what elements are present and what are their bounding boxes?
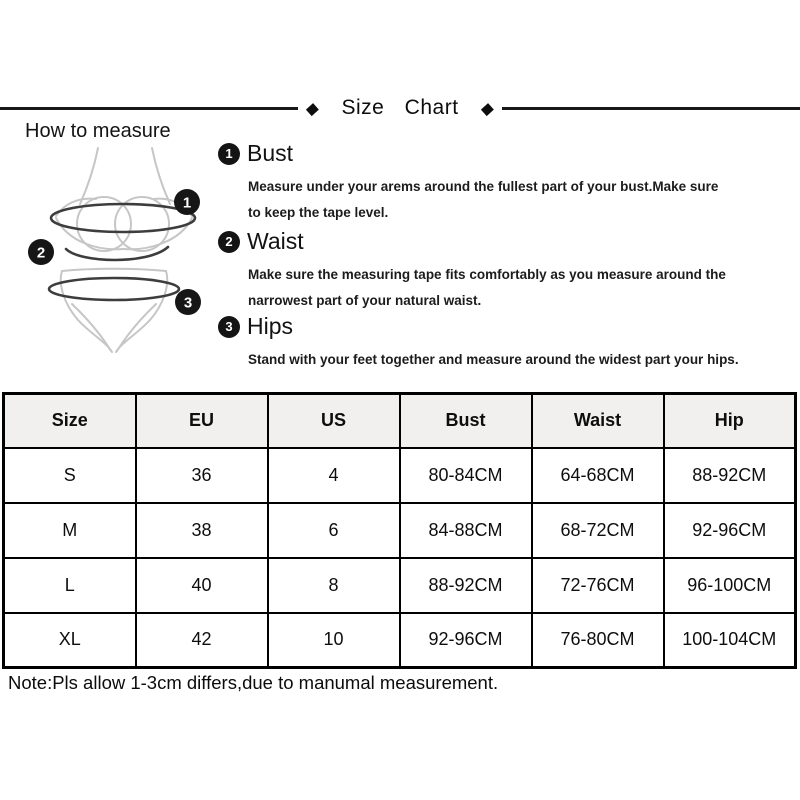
- title-rule-right: [502, 107, 800, 110]
- how-to-measure-title: How to measure: [25, 120, 171, 142]
- svg-text:2: 2: [36, 244, 46, 262]
- cell-bust: 92-96CM: [400, 613, 532, 668]
- table-row-s: [4, 448, 796, 503]
- cell-waist: 68-72CM: [532, 503, 664, 558]
- cell-bust: 80-84CM: [400, 448, 532, 503]
- cell-us: 6: [268, 503, 400, 558]
- figure-marker-1: [174, 189, 200, 215]
- size-table: [2, 392, 797, 669]
- cell-waist: 64-68CM: [532, 448, 664, 503]
- cell-us: 10: [268, 613, 400, 668]
- hip-tape-line: [49, 278, 179, 300]
- column-header-eu: EU: [136, 394, 268, 448]
- column-header-bust: Bust: [400, 394, 532, 448]
- cell-us: 8: [268, 558, 400, 613]
- cell-size: XL: [4, 613, 136, 668]
- section-bust: [218, 140, 800, 226]
- cell-eu: 36: [136, 448, 268, 503]
- cell-size: M: [4, 503, 136, 558]
- diamond-icon: ◆: [479, 98, 495, 118]
- svg-text:1: 1: [182, 194, 192, 212]
- table-row-m: [4, 503, 796, 558]
- cell-eu: 40: [136, 558, 268, 613]
- description-line: Stand with your feet together and measure around the widest part your hips.: [248, 352, 739, 367]
- page-title: Size Chart: [341, 96, 459, 119]
- title-row: [0, 96, 800, 120]
- section-hips: [218, 313, 800, 373]
- table-row-xl: [4, 613, 796, 668]
- number-3-badge-icon: 3: [218, 316, 240, 338]
- cell-size: L: [4, 558, 136, 613]
- figure-marker-3: [175, 289, 201, 315]
- table-row-l: [4, 558, 796, 613]
- section-waist-title: Waist: [247, 228, 304, 254]
- cell-eu: 38: [136, 503, 268, 558]
- table-header-row: [4, 394, 796, 448]
- cell-eu: 42: [136, 613, 268, 668]
- cell-hip: 92-96CM: [664, 503, 796, 558]
- description-line: narrowest part of your natural waist.: [248, 293, 482, 308]
- cell-waist: 76-80CM: [532, 613, 664, 668]
- column-header-hip: Hip: [664, 394, 796, 448]
- measurement-figure-illustration: [20, 142, 228, 370]
- section-bust-title: Bust: [247, 140, 294, 166]
- cell-us: 4: [268, 448, 400, 503]
- number-2-badge-icon: 2: [218, 231, 240, 253]
- description-line: Measure under your arems around the fullest part of your bust.Make sure: [248, 179, 719, 194]
- diamond-icon: ◆: [305, 98, 321, 118]
- bikini-top-sketch: [56, 148, 192, 251]
- section-bust-description: [248, 174, 800, 226]
- measurement-note: Note:Pls allow 1-3cm differs,due to manumal measurement.: [8, 672, 499, 693]
- figure-marker-2: [28, 239, 54, 265]
- cell-bust: 88-92CM: [400, 558, 532, 613]
- cell-hip: 96-100CM: [664, 558, 796, 613]
- column-header-us: US: [268, 394, 400, 448]
- column-header-waist: Waist: [532, 394, 664, 448]
- cell-size: S: [4, 448, 136, 503]
- bust-tape-line: [51, 204, 195, 232]
- cell-bust: 84-88CM: [400, 503, 532, 558]
- section-waist: [218, 228, 800, 314]
- description-line: Make sure the measuring tape fits comfortably as you measure around the: [248, 267, 726, 282]
- cell-hip: 88-92CM: [664, 448, 796, 503]
- description-line: to keep the tape level.: [248, 205, 389, 220]
- section-hips-description: [248, 347, 800, 373]
- section-hips-heading: [218, 313, 800, 340]
- svg-text:3: 3: [183, 294, 193, 312]
- title-rule-left: [0, 107, 298, 110]
- cell-waist: 72-76CM: [532, 558, 664, 613]
- section-hips-title: Hips: [247, 313, 294, 339]
- section-bust-heading: [218, 140, 800, 167]
- number-1-badge-icon: 1: [218, 143, 240, 165]
- section-waist-description: [248, 262, 800, 314]
- column-header-size: Size: [4, 394, 136, 448]
- cell-hip: 100-104CM: [664, 613, 796, 668]
- section-waist-heading: [218, 228, 800, 255]
